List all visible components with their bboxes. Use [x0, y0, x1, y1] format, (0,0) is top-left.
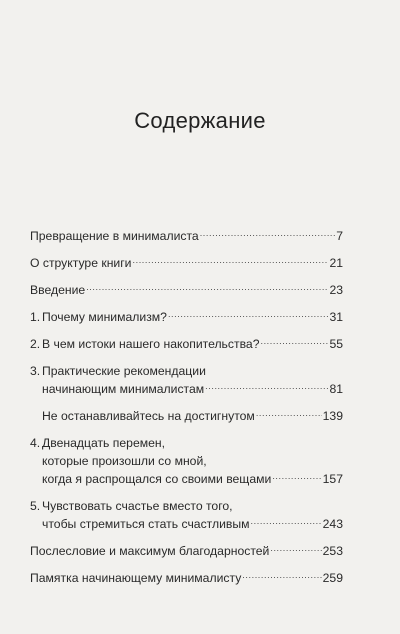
toc-entry-title: Введение [30, 283, 86, 297]
dot-leader [133, 255, 329, 267]
toc-entry-title-line: Чувствовать счастье вместо того, [42, 499, 233, 513]
toc-chapter[interactable] [30, 497, 343, 533]
toc-entry-title: Превращение в минималиста [30, 229, 199, 243]
toc-entry-title-line: чтобы стремиться стать счастливым [42, 517, 250, 531]
dot-leader [260, 336, 328, 348]
toc-entry-title: Послесловие и максимум благодарностей [30, 544, 270, 558]
dot-leader [272, 471, 321, 483]
toc-entry-title-line: когда я распрощался со своими вещами [42, 472, 272, 486]
toc-entry-title: В чем истоки нашего накопительства? [42, 337, 260, 351]
toc-chapter[interactable] [30, 434, 343, 488]
toc-entry[interactable] [30, 281, 343, 299]
toc-entry-title-line: Двенадцать перемен, [42, 436, 166, 450]
toc-page-number: 7 [336, 229, 343, 243]
toc-entry-title: Почему минимализм? [42, 310, 167, 324]
dot-leader [251, 516, 322, 528]
toc-page-number: 21 [329, 256, 343, 270]
toc-subentry-title: Не останавливайтесь на достигнутом [42, 409, 255, 423]
toc-chapter[interactable] [30, 335, 343, 353]
chapter-number: 2. [30, 337, 41, 351]
toc-entry-title-line: начинающим минималистам [42, 382, 205, 396]
toc-subentry[interactable] [30, 407, 343, 425]
toc-page-number: 31 [329, 310, 343, 324]
toc-entry-title-line: Практические рекомендации [42, 364, 206, 378]
dot-leader [86, 282, 328, 294]
table-of-contents [30, 227, 343, 596]
dot-leader [168, 309, 328, 321]
toc-page-number: 253 [322, 544, 343, 558]
chapter-number: 4. [30, 436, 41, 450]
dot-leader [270, 543, 321, 555]
chapter-number: 5. [30, 499, 41, 513]
dot-leader [200, 228, 336, 240]
toc-entry-title: Памятка начинающему минималисту [30, 571, 242, 585]
chapter-number: 1. [30, 310, 41, 324]
dot-leader [205, 381, 328, 393]
toc-entry[interactable] [30, 569, 343, 587]
toc-page-number: 243 [322, 517, 343, 531]
dot-leader [256, 408, 322, 420]
toc-chapter[interactable] [30, 362, 343, 425]
toc-page-number: 139 [322, 409, 343, 423]
toc-page-number: 23 [329, 283, 343, 297]
toc-page-number: 157 [322, 472, 343, 486]
toc-chapter[interactable] [30, 308, 343, 326]
toc-entry-title: О структуре книги [30, 256, 132, 270]
toc-entry[interactable] [30, 542, 343, 560]
toc-page-number: 55 [329, 337, 343, 351]
toc-page-number: 259 [322, 571, 343, 585]
page-title: Содержание [134, 108, 266, 133]
toc-page-number: 81 [329, 382, 343, 396]
toc-entry[interactable] [30, 227, 343, 245]
chapter-number: 3. [30, 364, 41, 378]
toc-entry-title-line: которые произошли со мной, [42, 454, 207, 468]
toc-entry[interactable] [30, 254, 343, 272]
dot-leader [242, 570, 321, 582]
